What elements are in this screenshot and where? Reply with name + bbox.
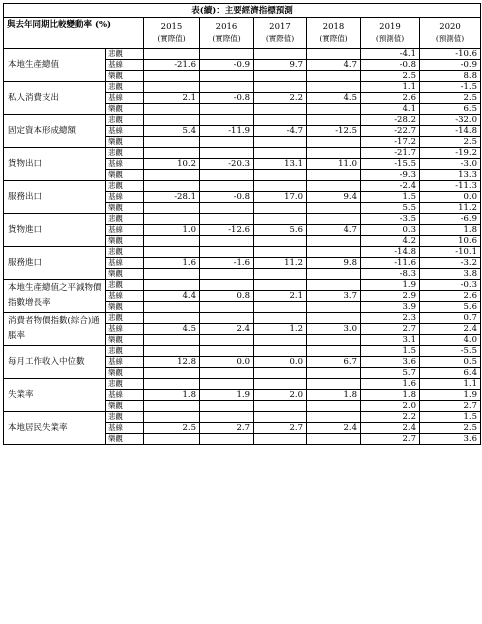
forecast-2020-cell: 2.5 [420,93,481,104]
actual-value-cell: -28.1 [144,192,200,203]
forecast-2020-cell: 0.7 [420,313,481,324]
forecast-2019-cell: 2.0 [361,401,420,412]
actual-value-cell: 0.8 [200,291,254,302]
actual-value-cell: 1.8 [307,390,361,401]
forecast-2019-cell: 1.8 [361,390,420,401]
forecast-2020-cell: 3.8 [420,269,481,280]
forecast-2020-cell: 2.7 [420,401,481,412]
actual-value-cell [200,302,254,313]
forecast-2019-cell: 1.5 [361,192,420,203]
indicator-name: 失業率 [4,379,106,412]
scenario-label: 樂觀 [106,170,144,181]
actual-value-cell: 2.4 [200,324,254,335]
forecast-2020-cell: -10.6 [420,49,481,60]
actual-value-cell [144,434,200,445]
scenario-label: 基線 [106,324,144,335]
scenario-label: 基線 [106,291,144,302]
indicator-name: 貨物進口 [4,214,106,247]
actual-value-cell: -0.8 [200,93,254,104]
actual-value-cell: -0.8 [200,192,254,203]
actual-value-cell: 17.0 [254,192,307,203]
actual-value-cell [144,280,200,291]
year-header: 2020 (預測值) [420,18,481,49]
actual-value-cell [254,280,307,291]
scenario-label: 樂觀 [106,203,144,214]
forecast-2019-cell: 1.1 [361,82,420,93]
actual-value-cell [200,104,254,115]
scenario-label: 基線 [106,93,144,104]
scenario-label: 悲觀 [106,181,144,192]
actual-value-cell [307,247,361,258]
actual-value-cell [307,82,361,93]
forecast-table-document [3,3,480,620]
indicator-name: 私人消費支出 [4,82,106,115]
year-header: 2017 (實際值) [254,18,307,49]
scenario-label: 悲觀 [106,49,144,60]
actual-value-cell: 13.1 [254,159,307,170]
actual-value-cell [144,412,200,423]
actual-value-cell: 11.2 [254,258,307,269]
actual-value-cell [144,49,200,60]
scenario-label: 基線 [106,357,144,368]
scenario-label: 基線 [106,126,144,137]
actual-value-cell [254,82,307,93]
table-row [4,181,481,192]
forecast-2020-cell: 8.8 [420,71,481,82]
table-row [4,214,481,225]
actual-value-cell [307,335,361,346]
actual-value-cell [200,236,254,247]
forecast-2020-cell: 6.5 [420,104,481,115]
forecast-2020-cell: -5.5 [420,346,481,357]
actual-value-cell [200,379,254,390]
actual-value-cell: 1.8 [144,390,200,401]
scenario-label: 樂觀 [106,434,144,445]
actual-value-cell: -1.6 [200,258,254,269]
actual-value-cell [254,247,307,258]
actual-value-cell [254,401,307,412]
forecast-2019-cell: 5.5 [361,203,420,214]
scenario-label: 悲觀 [106,280,144,291]
actual-value-cell [200,115,254,126]
scenario-label: 悲觀 [106,379,144,390]
actual-value-cell [307,313,361,324]
actual-value-cell [254,104,307,115]
forecast-2020-cell: 11.2 [420,203,481,214]
forecast-2020-cell: 4.0 [420,335,481,346]
forecast-2020-cell: 3.6 [420,434,481,445]
actual-value-cell [200,313,254,324]
table-row [4,313,481,324]
actual-value-cell [254,49,307,60]
actual-value-cell: 3.7 [307,291,361,302]
forecast-2019-cell: -11.6 [361,258,420,269]
actual-value-cell [307,71,361,82]
actual-value-cell [200,412,254,423]
year-header: 2015 (實際值) [144,18,200,49]
actual-value-cell [144,379,200,390]
forecast-2020-cell: 13.3 [420,170,481,181]
actual-value-cell: 1.6 [144,258,200,269]
actual-value-cell [200,368,254,379]
forecast-2020-cell: -14.8 [420,126,481,137]
actual-value-cell [144,82,200,93]
forecast-2019-cell: -17.2 [361,137,420,148]
scenario-label: 樂觀 [106,302,144,313]
actual-value-cell: 9.7 [254,60,307,71]
actual-value-cell: 2.7 [254,423,307,434]
forecast-2019-cell: 2.7 [361,324,420,335]
actual-value-cell [200,203,254,214]
actual-value-cell [307,401,361,412]
forecast-2019-cell: 2.3 [361,313,420,324]
actual-value-cell: 4.7 [307,225,361,236]
table-row [4,412,481,423]
indicator-name: 貨物出口 [4,148,106,181]
forecast-2019-cell: 3.6 [361,357,420,368]
scenario-label: 悲觀 [106,82,144,93]
actual-value-cell [200,181,254,192]
forecast-2020-cell: 1.8 [420,225,481,236]
actual-value-cell: 0.0 [200,357,254,368]
forecast-2020-cell: 1.9 [420,390,481,401]
actual-value-cell [144,269,200,280]
forecast-2019-cell: 5.7 [361,368,420,379]
scenario-label: 基線 [106,225,144,236]
scenario-label: 樂觀 [106,335,144,346]
actual-value-cell [254,368,307,379]
forecast-2020-cell: -0.3 [420,280,481,291]
actual-value-cell [200,214,254,225]
scenario-label: 樂觀 [106,401,144,412]
actual-value-cell: 2.2 [254,93,307,104]
actual-value-cell: 1.2 [254,324,307,335]
actual-value-cell [144,313,200,324]
actual-value-cell [254,434,307,445]
scenario-label: 悲觀 [106,148,144,159]
actual-value-cell: 6.7 [307,357,361,368]
forecast-2019-cell: 4.1 [361,104,420,115]
actual-value-cell [307,181,361,192]
year-header: 2016 (實際值) [200,18,254,49]
scenario-label: 基線 [106,60,144,71]
scenario-label: 悲觀 [106,412,144,423]
actual-value-cell [144,104,200,115]
indicator-name: 服務出口 [4,181,106,214]
actual-value-cell [307,302,361,313]
actual-value-cell [200,148,254,159]
header-row [4,18,481,49]
forecast-2019-cell: -9.3 [361,170,420,181]
scenario-label: 基線 [106,390,144,401]
actual-value-cell [144,137,200,148]
forecast-2019-cell: 3.9 [361,302,420,313]
actual-value-cell: -12.6 [200,225,254,236]
indicator-name: 本地居民失業率 [4,412,106,445]
actual-value-cell [144,170,200,181]
actual-value-cell: 9.8 [307,258,361,269]
scenario-label: 樂觀 [106,71,144,82]
forecast-2019-cell: -28.2 [361,115,420,126]
actual-value-cell: 5.4 [144,126,200,137]
actual-value-cell: 4.4 [144,291,200,302]
forecast-2019-cell: -14.8 [361,247,420,258]
actual-value-cell [200,71,254,82]
actual-value-cell [200,137,254,148]
actual-value-cell [254,335,307,346]
forecast-2020-cell: 5.6 [420,302,481,313]
table-title: 表(續)：主要經濟指標預測 [4,4,481,18]
actual-value-cell [254,236,307,247]
actual-value-cell [144,214,200,225]
actual-value-cell [144,247,200,258]
actual-value-cell: -12.5 [307,126,361,137]
actual-value-cell [307,269,361,280]
forecast-2020-cell: 2.5 [420,423,481,434]
actual-value-cell: 5.6 [254,225,307,236]
actual-value-cell [200,247,254,258]
actual-value-cell: 2.5 [144,423,200,434]
scenario-label: 基線 [106,258,144,269]
forecast-2020-cell: 2.5 [420,137,481,148]
actual-value-cell [254,148,307,159]
forecast-2020-cell: 6.4 [420,368,481,379]
indicator-name: 本地生產總值之平減物價指數增長率 [4,280,106,313]
table-row [4,115,481,126]
actual-value-cell: 2.7 [200,423,254,434]
actual-value-cell [254,346,307,357]
forecast-2019-cell: 2.6 [361,93,420,104]
forecast-2019-cell: 3.1 [361,335,420,346]
actual-value-cell [307,203,361,214]
forecast-2019-cell: -2.4 [361,181,420,192]
actual-value-cell [200,434,254,445]
actual-value-cell [200,280,254,291]
indicator-name: 本地生產總值 [4,49,106,82]
forecast-2019-cell: -3.5 [361,214,420,225]
actual-value-cell: -0.9 [200,60,254,71]
actual-value-cell [307,346,361,357]
actual-value-cell: 2.0 [254,390,307,401]
actual-value-cell [254,71,307,82]
actual-value-cell: 4.5 [144,324,200,335]
actual-value-cell [254,214,307,225]
forecast-2020-cell: 0.5 [420,357,481,368]
actual-value-cell [254,115,307,126]
actual-value-cell: 1.0 [144,225,200,236]
actual-value-cell [307,379,361,390]
indicator-name: 固定資本形成總額 [4,115,106,148]
actual-value-cell [307,115,361,126]
actual-value-cell [254,137,307,148]
forecast-2019-cell: -0.8 [361,60,420,71]
table-row [4,82,481,93]
forecast-2019-cell: -8.3 [361,269,420,280]
scenario-label: 悲觀 [106,214,144,225]
scenario-label: 基線 [106,192,144,203]
forecast-2019-cell: 1.9 [361,280,420,291]
actual-value-cell [254,269,307,280]
actual-value-cell [307,434,361,445]
actual-value-cell [144,181,200,192]
actual-value-cell [254,302,307,313]
scenario-label: 悲觀 [106,115,144,126]
actual-value-cell [254,412,307,423]
scenario-label: 樂觀 [106,236,144,247]
forecast-2020-cell: -3.0 [420,159,481,170]
forecast-2020-cell: 1.1 [420,379,481,390]
scenario-label: 樂觀 [106,137,144,148]
actual-value-cell [144,236,200,247]
actual-value-cell [200,269,254,280]
forecast-2019-cell: -21.7 [361,148,420,159]
actual-value-cell [307,214,361,225]
scenario-label: 悲觀 [106,346,144,357]
actual-value-cell [144,302,200,313]
actual-value-cell: 2.1 [254,291,307,302]
actual-value-cell [254,313,307,324]
actual-value-cell [200,346,254,357]
actual-value-cell [144,346,200,357]
forecast-2019-cell: -15.5 [361,159,420,170]
forecast-2019-cell: 2.4 [361,423,420,434]
actual-value-cell [307,280,361,291]
actual-value-cell: -21.6 [144,60,200,71]
forecast-2019-cell: 0.3 [361,225,420,236]
scenario-label: 基線 [106,423,144,434]
indicator-name: 服務進口 [4,247,106,280]
forecast-2020-cell: -10.1 [420,247,481,258]
actual-value-cell [307,170,361,181]
actual-value-cell [307,412,361,423]
change-rate-header: 與去年同期比較變動率 (%) [4,18,144,49]
scenario-label: 悲觀 [106,247,144,258]
table-row [4,280,481,291]
indicator-name: 消費者物價指數(綜合)通脹率 [4,313,106,346]
actual-value-cell [200,401,254,412]
actual-value-cell [307,236,361,247]
forecast-2019-cell: 2.7 [361,434,420,445]
scenario-label: 悲觀 [106,313,144,324]
table-row [4,148,481,159]
actual-value-cell [144,203,200,214]
actual-value-cell: 4.5 [307,93,361,104]
scenario-label: 樂觀 [106,368,144,379]
actual-value-cell [144,148,200,159]
actual-value-cell [307,49,361,60]
forecast-2019-cell: 2.9 [361,291,420,302]
actual-value-cell [307,148,361,159]
actual-value-cell [200,49,254,60]
actual-value-cell: 2.1 [144,93,200,104]
indicator-name: 每月工作收入中位數 [4,346,106,379]
actual-value-cell [200,170,254,181]
forecast-2020-cell: -32.0 [420,115,481,126]
actual-value-cell: 12.8 [144,357,200,368]
economic-indicators-table [3,3,481,445]
actual-value-cell: 11.0 [307,159,361,170]
actual-value-cell: 2.4 [307,423,361,434]
actual-value-cell [144,401,200,412]
forecast-2020-cell: 2.4 [420,324,481,335]
forecast-2019-cell: 2.2 [361,412,420,423]
actual-value-cell [144,71,200,82]
forecast-2019-cell: 4.2 [361,236,420,247]
actual-value-cell: 9.4 [307,192,361,203]
table-row [4,49,481,60]
actual-value-cell [254,181,307,192]
forecast-2020-cell: -0.9 [420,60,481,71]
actual-value-cell: -11.9 [200,126,254,137]
table-row [4,247,481,258]
forecast-2020-cell: 1.5 [420,412,481,423]
forecast-2020-cell: 2.6 [420,291,481,302]
actual-value-cell [200,335,254,346]
actual-value-cell [307,137,361,148]
table-row [4,379,481,390]
scenario-label: 基線 [106,159,144,170]
forecast-2019-cell: 2.5 [361,71,420,82]
forecast-2019-cell: -4.1 [361,49,420,60]
actual-value-cell [144,335,200,346]
actual-value-cell [144,115,200,126]
forecast-2019-cell: 1.6 [361,379,420,390]
actual-value-cell [200,82,254,93]
actual-value-cell: 1.9 [200,390,254,401]
actual-value-cell: 4.7 [307,60,361,71]
forecast-2020-cell: 0.0 [420,192,481,203]
actual-value-cell [307,368,361,379]
actual-value-cell [307,104,361,115]
actual-value-cell: 10.2 [144,159,200,170]
forecast-2019-cell: 1.5 [361,346,420,357]
table-body [4,49,481,445]
actual-value-cell: -20.3 [200,159,254,170]
forecast-2020-cell: 10.6 [420,236,481,247]
forecast-2020-cell: -6.9 [420,214,481,225]
year-header: 2019 (預測值) [361,18,420,49]
actual-value-cell: 0.0 [254,357,307,368]
forecast-2020-cell: -11.3 [420,181,481,192]
table-row [4,346,481,357]
scenario-label: 樂觀 [106,104,144,115]
forecast-2020-cell: -1.5 [420,82,481,93]
year-header: 2018 (實際值) [307,18,361,49]
forecast-2020-cell: -3.2 [420,258,481,269]
actual-value-cell [254,170,307,181]
actual-value-cell: 3.0 [307,324,361,335]
actual-value-cell [254,203,307,214]
scenario-label: 樂觀 [106,269,144,280]
forecast-2019-cell: -22.7 [361,126,420,137]
actual-value-cell [254,379,307,390]
forecast-2020-cell: -19.2 [420,148,481,159]
actual-value-cell [144,368,200,379]
actual-value-cell: -4.7 [254,126,307,137]
